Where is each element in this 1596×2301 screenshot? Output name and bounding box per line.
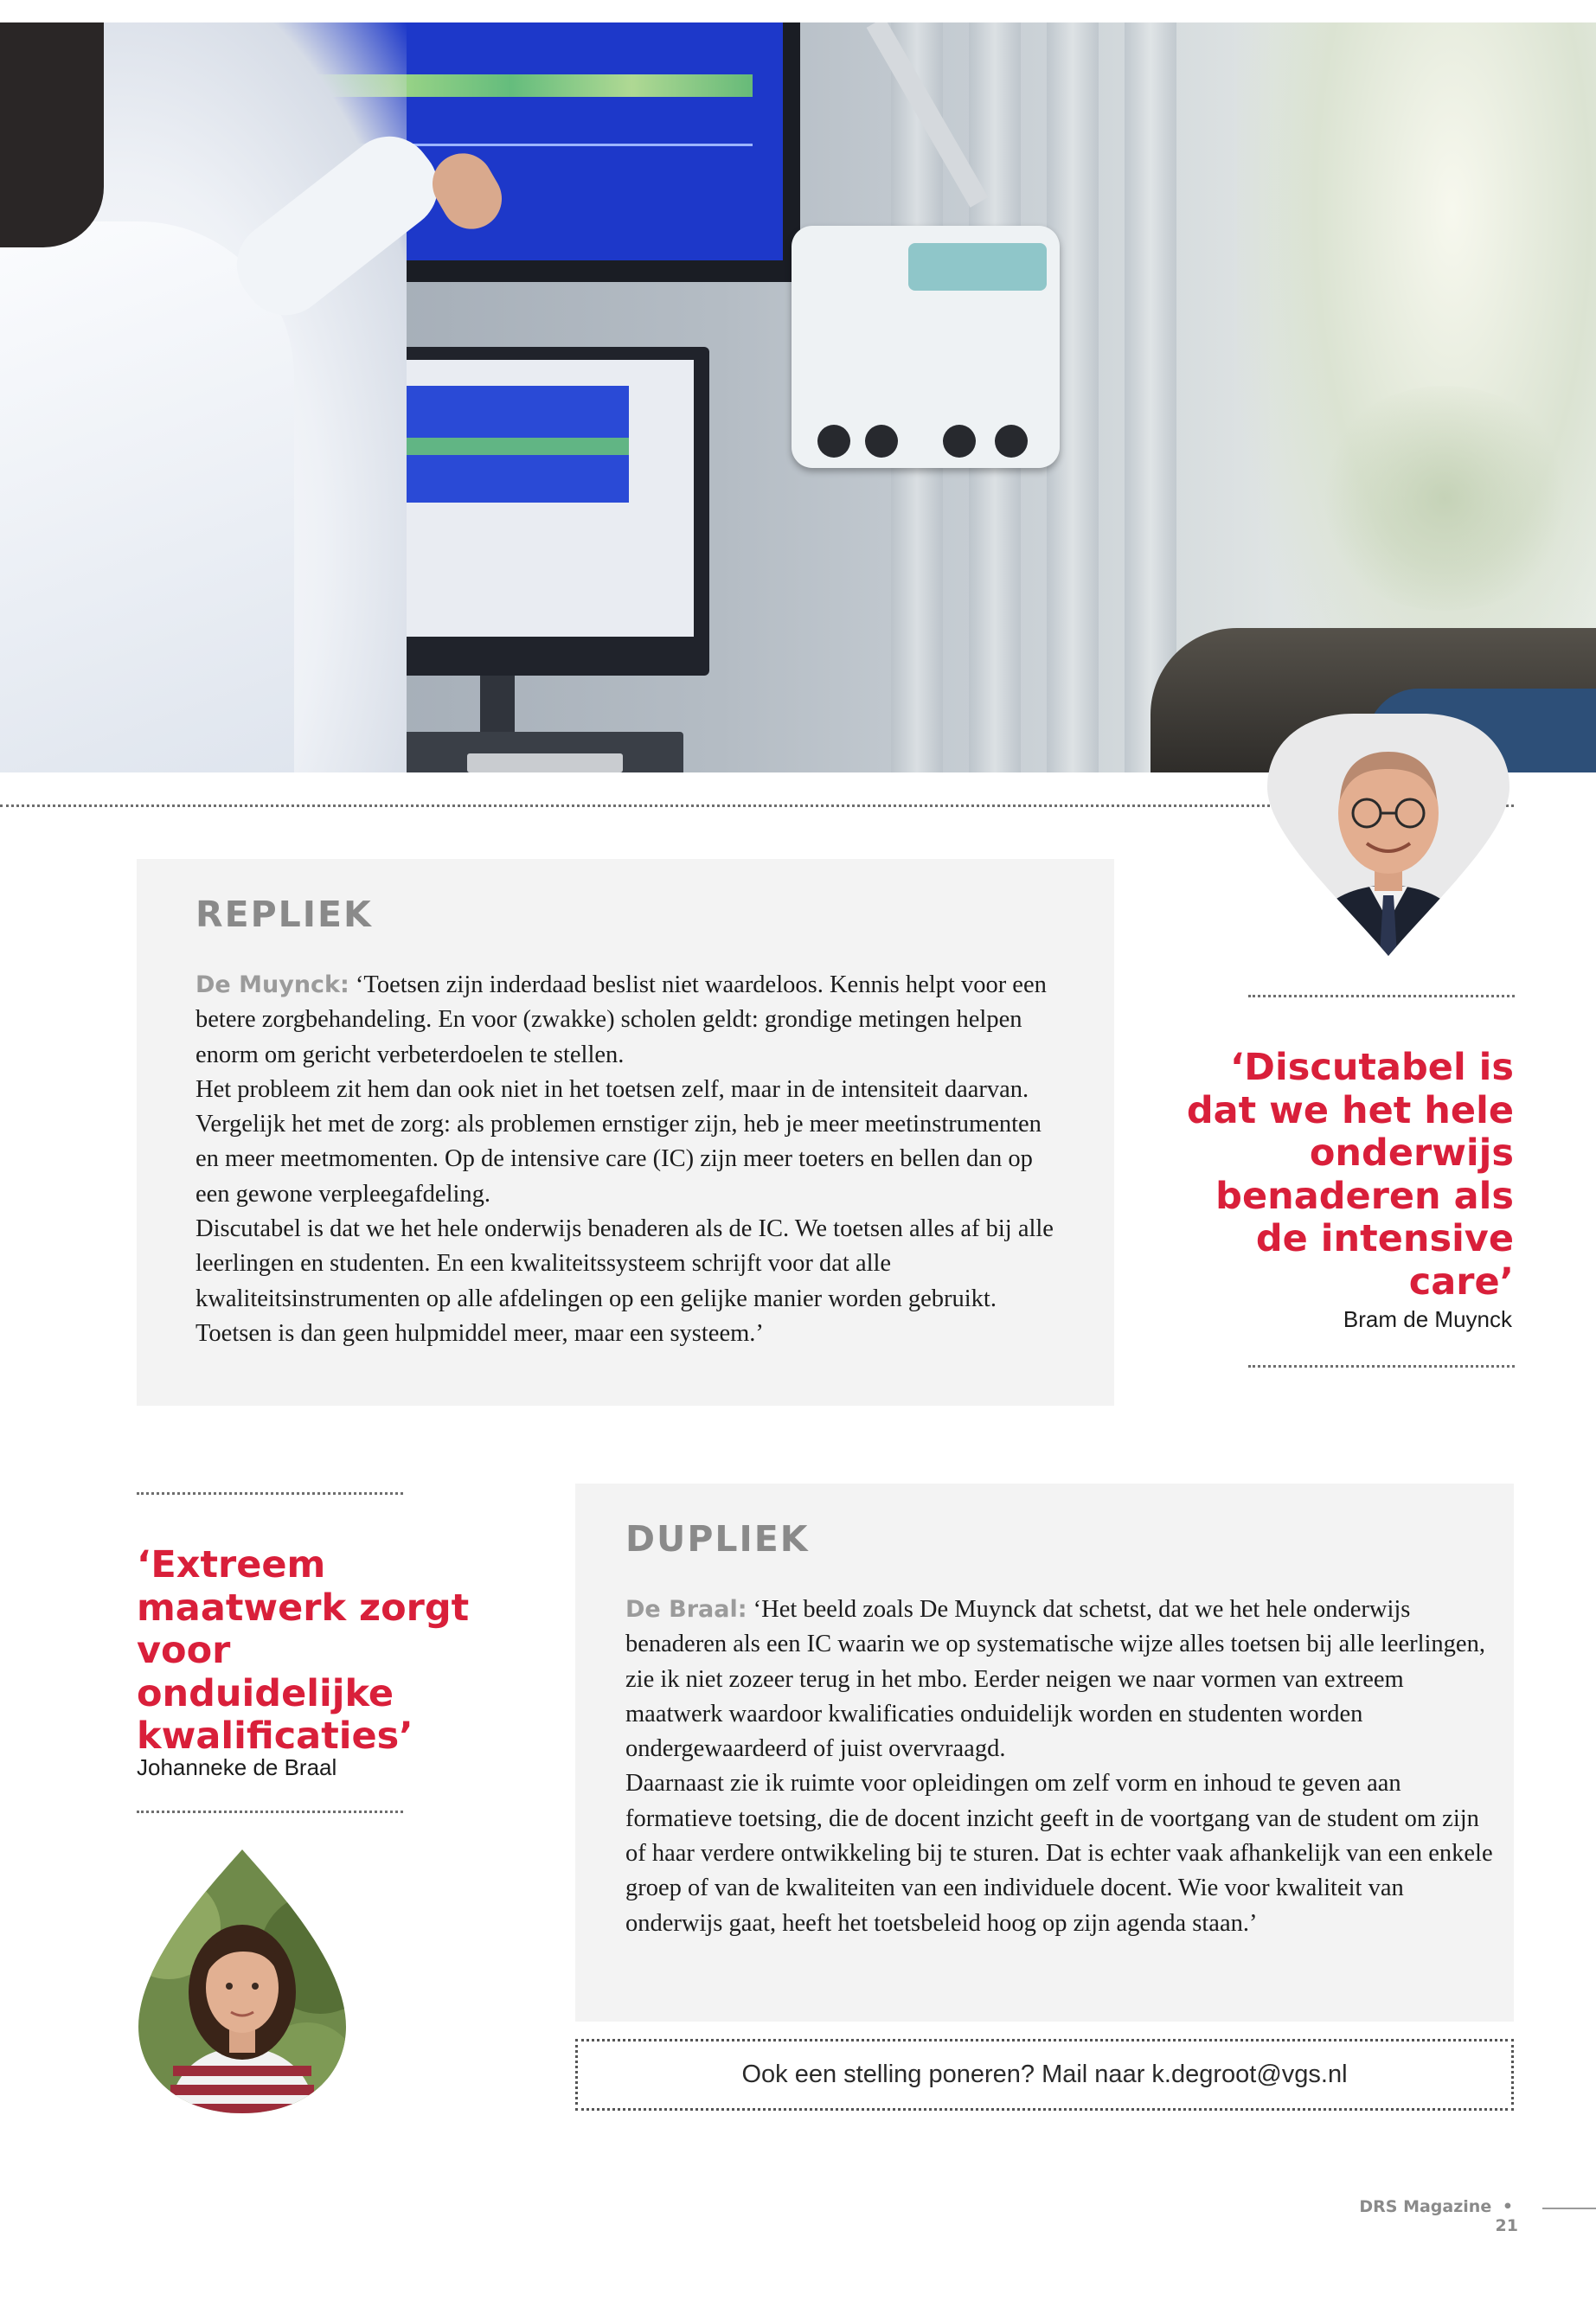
dotted-divider	[137, 1492, 403, 1495]
portrait-man-illustration	[1267, 714, 1509, 956]
repliek-body	[195, 968, 1069, 1351]
laptop-hinge	[480, 676, 515, 736]
dupliek-body	[625, 1593, 1499, 1941]
plug	[943, 425, 976, 458]
speaker-label: De Braal:	[625, 1596, 747, 1623]
portrait-johanneke-de-braal	[134, 1849, 350, 2113]
dupliek-paragraph: De Braal: ‘Het beeld zoals De Muynck dat schetst, dat we het hele onderwijs benaderen als een IC waarin we op systematische wijze alles toetsen bij alle leerlingen, zie ik niet zozeer terug in het mbo. Eerder neigen we naar vormen van extreem maatwerk waardoor kwalificaties onduidelijk worden en studenten worden ondergewaardeerd of juist overvraagd.	[625, 1596, 1485, 1763]
pull-quote-muynck: ‘Discutabel is dat we het hele onderwijs benaderen als de intensive care’	[1186, 1046, 1514, 1304]
footer-separator: •	[1502, 2197, 1513, 2216]
dotted-divider	[1248, 1365, 1515, 1368]
footer-rule	[1542, 2208, 1596, 2209]
quote-attribution-muynck: Bram de Muynck	[1343, 1306, 1512, 1332]
dupliek-box	[575, 1484, 1514, 2022]
page-number: 21	[1495, 2216, 1518, 2235]
doctor-hair	[0, 22, 104, 247]
dupliek-paragraph: Daarnaast zie ik ruimte voor opleidingen om zelf vorm en inhoud te geven aan formatieve toetsing, die de docent inzicht geeft in de voortgang van de student om zijn of haar verdere ontwikkeling bij te sturen. Dat is echter vaak afhankelijk van een enkele groep of van de kwaliteiten van een individuele docent. Wie voor kwaliteit van onderwijs gaat, heeft het toetsbeleid hoog op zijn agenda staan.’	[625, 1770, 1493, 1937]
pull-quote-braal: ‘Extreem maatwerk zorgt voor onduidelijke kwalificaties’	[137, 1543, 470, 1758]
footer-folio	[1336, 2197, 1518, 2235]
repliek-box	[137, 859, 1114, 1406]
cta-email-box	[575, 2039, 1514, 2111]
electrode-box-label	[908, 243, 1047, 291]
speaker-label: De Muynck:	[195, 971, 349, 998]
dupliek-heading: DUPLIEK	[625, 1518, 810, 1560]
plug	[817, 425, 850, 458]
magazine-name: DRS Magazine	[1359, 2197, 1492, 2216]
dotted-divider	[1248, 995, 1515, 997]
desk-device	[467, 753, 623, 772]
doctor-body	[0, 221, 294, 772]
dotted-divider	[137, 1811, 403, 1813]
repliek-heading: REPLIEK	[195, 894, 373, 935]
repliek-paragraph: Discutabel is dat we het hele onderwijs benaderen als de IC. We toetsen alles af bij alle leerlingen en studenten. En een kwaliteitssysteem schrijft voor dat alle kwaliteitsinstrumenten op alle afdelingen op een gelijke manier worden gebruikt. Toetsen is dan geen hulpmiddel meer, maar een systeem.’	[195, 1215, 1054, 1347]
repliek-paragraph: De Muynck: ‘Toetsen zijn inderdaad beslist niet waardeloos. Kennis helpt voor een betere zorgbehandeling. En voor (zwakke) scholen geldt: grondige metingen helpen enorm om gericht verbeterdoelen te stellen.	[195, 971, 1047, 1068]
plug	[865, 425, 898, 458]
portrait-bram-de-muynck	[1267, 714, 1509, 956]
cta-text[interactable]: Ook een stelling poneren? Mail naar k.degroot@vgs.nl	[741, 2061, 1348, 2088]
hero-photo	[0, 22, 1596, 772]
plug	[995, 425, 1028, 458]
portrait-woman-illustration	[134, 1849, 350, 2113]
quote-attribution-braal: Johanneke de Braal	[137, 1754, 337, 1780]
window-bokeh	[1315, 386, 1574, 611]
repliek-paragraph: Het probleem zit hem dan ook niet in het toetsen zelf, maar in de intensiteit daarvan. Vergelijk het met de zorg: als problemen ernstiger zijn, heb je meer meetinstrumenten en meer meetmomenten. Op de intensive care (IC) zijn meer toeters en bellen dan op een gewone verpleegafdeling.	[195, 1075, 1042, 1208]
